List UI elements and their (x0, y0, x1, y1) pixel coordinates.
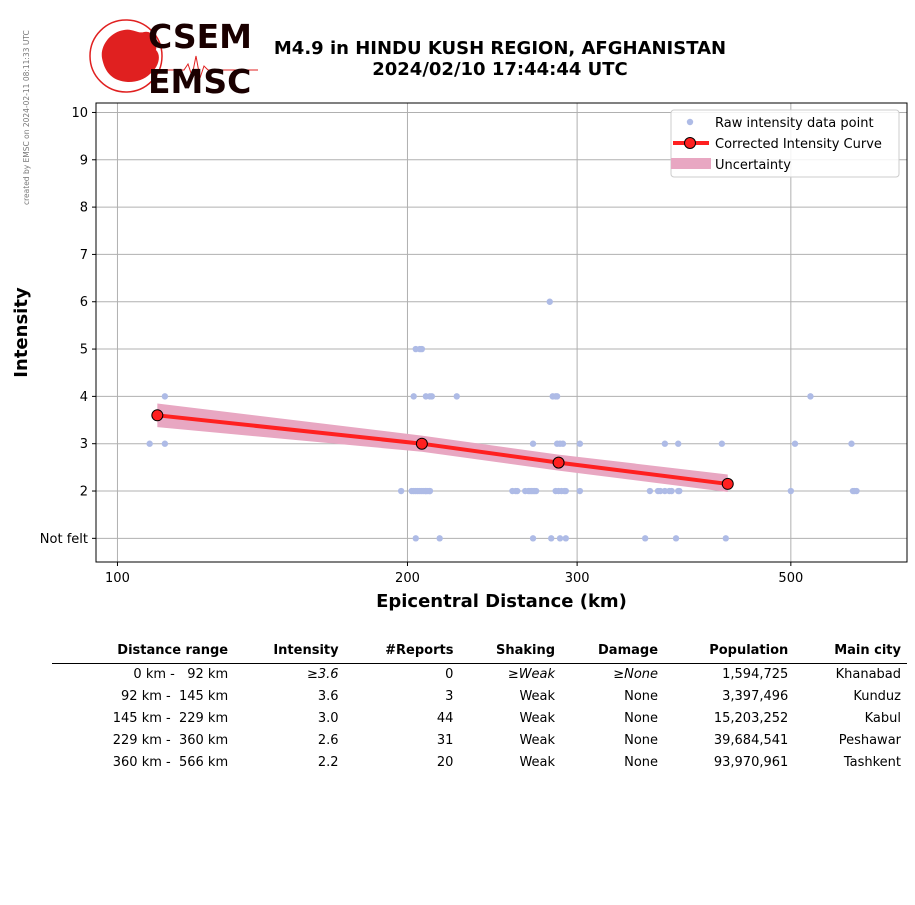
raw-data-point (563, 488, 569, 494)
table-cell: 360 km - 566 km (112, 755, 229, 770)
table-cell: None (624, 689, 659, 704)
table-cell: Kunduz (853, 689, 901, 704)
table-cell: Tashkent (843, 755, 901, 770)
logo-text-bottom: EMSC (148, 62, 252, 98)
logo-text-top: CSEM (148, 18, 252, 56)
table-cell: 3,397,496 (722, 689, 789, 704)
raw-data-point (398, 488, 404, 494)
raw-data-point (436, 535, 442, 541)
raw-data-point (413, 535, 419, 541)
table-header-cell: Distance range (52, 640, 234, 664)
legend-label: Uncertainty (715, 158, 791, 173)
raw-data-point (162, 441, 168, 447)
raw-data-point (788, 488, 794, 494)
table-row (52, 686, 907, 708)
raw-data-point (552, 393, 558, 399)
raw-data-point (454, 393, 460, 399)
table-cell: 1,594,725 (722, 667, 789, 682)
table-row (52, 730, 907, 752)
raw-data-point (807, 393, 813, 399)
table-cell: 3 (445, 689, 454, 704)
raw-data-point (673, 535, 679, 541)
legend-label: Raw intensity data point (715, 116, 874, 131)
table-cell: None (624, 755, 659, 770)
raw-data-point (642, 535, 648, 541)
raw-data-point (419, 346, 425, 352)
table-row (52, 752, 907, 774)
table-cell: Weak (519, 689, 556, 704)
table-cell: Peshawar (838, 733, 901, 748)
raw-data-point (662, 441, 668, 447)
legend-raw-marker (687, 119, 693, 125)
curve-marker (553, 457, 564, 468)
table-cell: 92 km - 145 km (116, 689, 229, 704)
table-cell: 2.2 (317, 755, 339, 770)
table-header-cell: Damage (561, 640, 664, 664)
table-row (52, 664, 907, 687)
table-cell: None (624, 733, 659, 748)
raw-data-point (848, 441, 854, 447)
table-cell: 93,970,961 (713, 755, 789, 770)
legend-label: Corrected Intensity Curve (715, 137, 882, 152)
raw-data-point (792, 441, 798, 447)
y-tick-label: 10 (71, 105, 88, 121)
x-tick-label: 300 (564, 571, 590, 586)
table-row (52, 708, 907, 730)
table-cell: Weak (519, 755, 556, 770)
curve-marker (722, 478, 733, 489)
table-cell: 3.0 (317, 711, 339, 726)
table-cell: Weak (519, 733, 556, 748)
y-axis-label: Intensity (11, 287, 32, 378)
table-header-cell: Main city (794, 640, 907, 664)
raw-data-point (557, 535, 563, 541)
table-header-cell: Intensity (234, 640, 344, 664)
table-cell: Kabul (864, 711, 901, 726)
legend-curve-marker (685, 138, 696, 149)
raw-data-point (647, 488, 653, 494)
table-header-cell: #Reports (345, 640, 460, 664)
raw-data-point (530, 441, 536, 447)
x-axis-label: Epicentral Distance (km) (376, 591, 627, 612)
x-tick-label: 200 (395, 571, 420, 586)
table-cell: 0 (445, 667, 454, 682)
title-line-1: M4.9 in HINDU KUSH REGION, AFGHANISTAN (273, 38, 727, 59)
table-cell: 31 (436, 733, 454, 748)
table-cell: Weak (519, 711, 556, 726)
y-tick-label: 5 (79, 342, 88, 358)
raw-data-point (675, 441, 681, 447)
title-line-2: 2024/02/10 17:44:44 UTC (372, 59, 628, 80)
curve-marker (416, 438, 427, 449)
y-tick-label: 8 (79, 200, 88, 216)
table-cell: 15,203,252 (713, 711, 789, 726)
table-header-cell: Population (664, 640, 794, 664)
table-cell: 0 km - 92 km (125, 667, 229, 682)
table-cell: 229 km - 360 km (112, 733, 229, 748)
raw-data-point (577, 441, 583, 447)
curve-marker (152, 410, 163, 421)
table-cell: 44 (436, 711, 454, 726)
raw-data-point (533, 488, 539, 494)
raw-data-point (548, 535, 554, 541)
raw-data-point (563, 535, 569, 541)
table-cell: 20 (436, 755, 454, 770)
raw-data-point (675, 488, 681, 494)
y-tick-label: Not felt (39, 531, 88, 547)
raw-data-point (410, 393, 416, 399)
raw-data-point (723, 535, 729, 541)
y-tick-label: 2 (79, 484, 88, 500)
table-cell: None (624, 711, 659, 726)
raw-data-point (853, 488, 859, 494)
raw-data-point (429, 393, 435, 399)
raw-data-point (427, 488, 433, 494)
raw-data-point (530, 535, 536, 541)
table-cell: 39,684,541 (713, 733, 789, 748)
y-tick-label: 3 (79, 437, 88, 453)
table-cell: ≥None (613, 667, 659, 682)
x-tick-label: 100 (105, 571, 130, 586)
raw-data-point (514, 488, 520, 494)
table-cell: 2.6 (317, 733, 339, 748)
table-body (52, 664, 907, 775)
raw-data-point (162, 393, 168, 399)
raw-data-point (719, 441, 725, 447)
table-cell: Khanabad (835, 667, 901, 682)
y-tick-label: 4 (79, 389, 88, 405)
y-tick-label: 6 (79, 295, 88, 311)
table-header-cell: Shaking (459, 640, 561, 664)
y-tick-label: 7 (79, 247, 88, 263)
summary-table (52, 640, 907, 774)
table-cell: ≥Weak (507, 667, 556, 682)
raw-data-point (547, 299, 553, 305)
y-tick-label: 9 (79, 153, 88, 169)
table-header-row (52, 640, 907, 664)
raw-data-point (666, 488, 672, 494)
x-tick-label: 500 (778, 571, 804, 586)
raw-data-point (560, 441, 566, 447)
legend-uncertainty-swatch (671, 158, 711, 169)
raw-data-point (146, 441, 152, 447)
table-cell: 145 km - 229 km (112, 711, 229, 726)
raw-data-point (577, 488, 583, 494)
table-cell: ≥3.6 (307, 667, 339, 682)
creation-note: created by EMSC on 2024-02-11 08:11:33 UTC (22, 30, 31, 205)
table-cell: 3.6 (317, 689, 339, 704)
